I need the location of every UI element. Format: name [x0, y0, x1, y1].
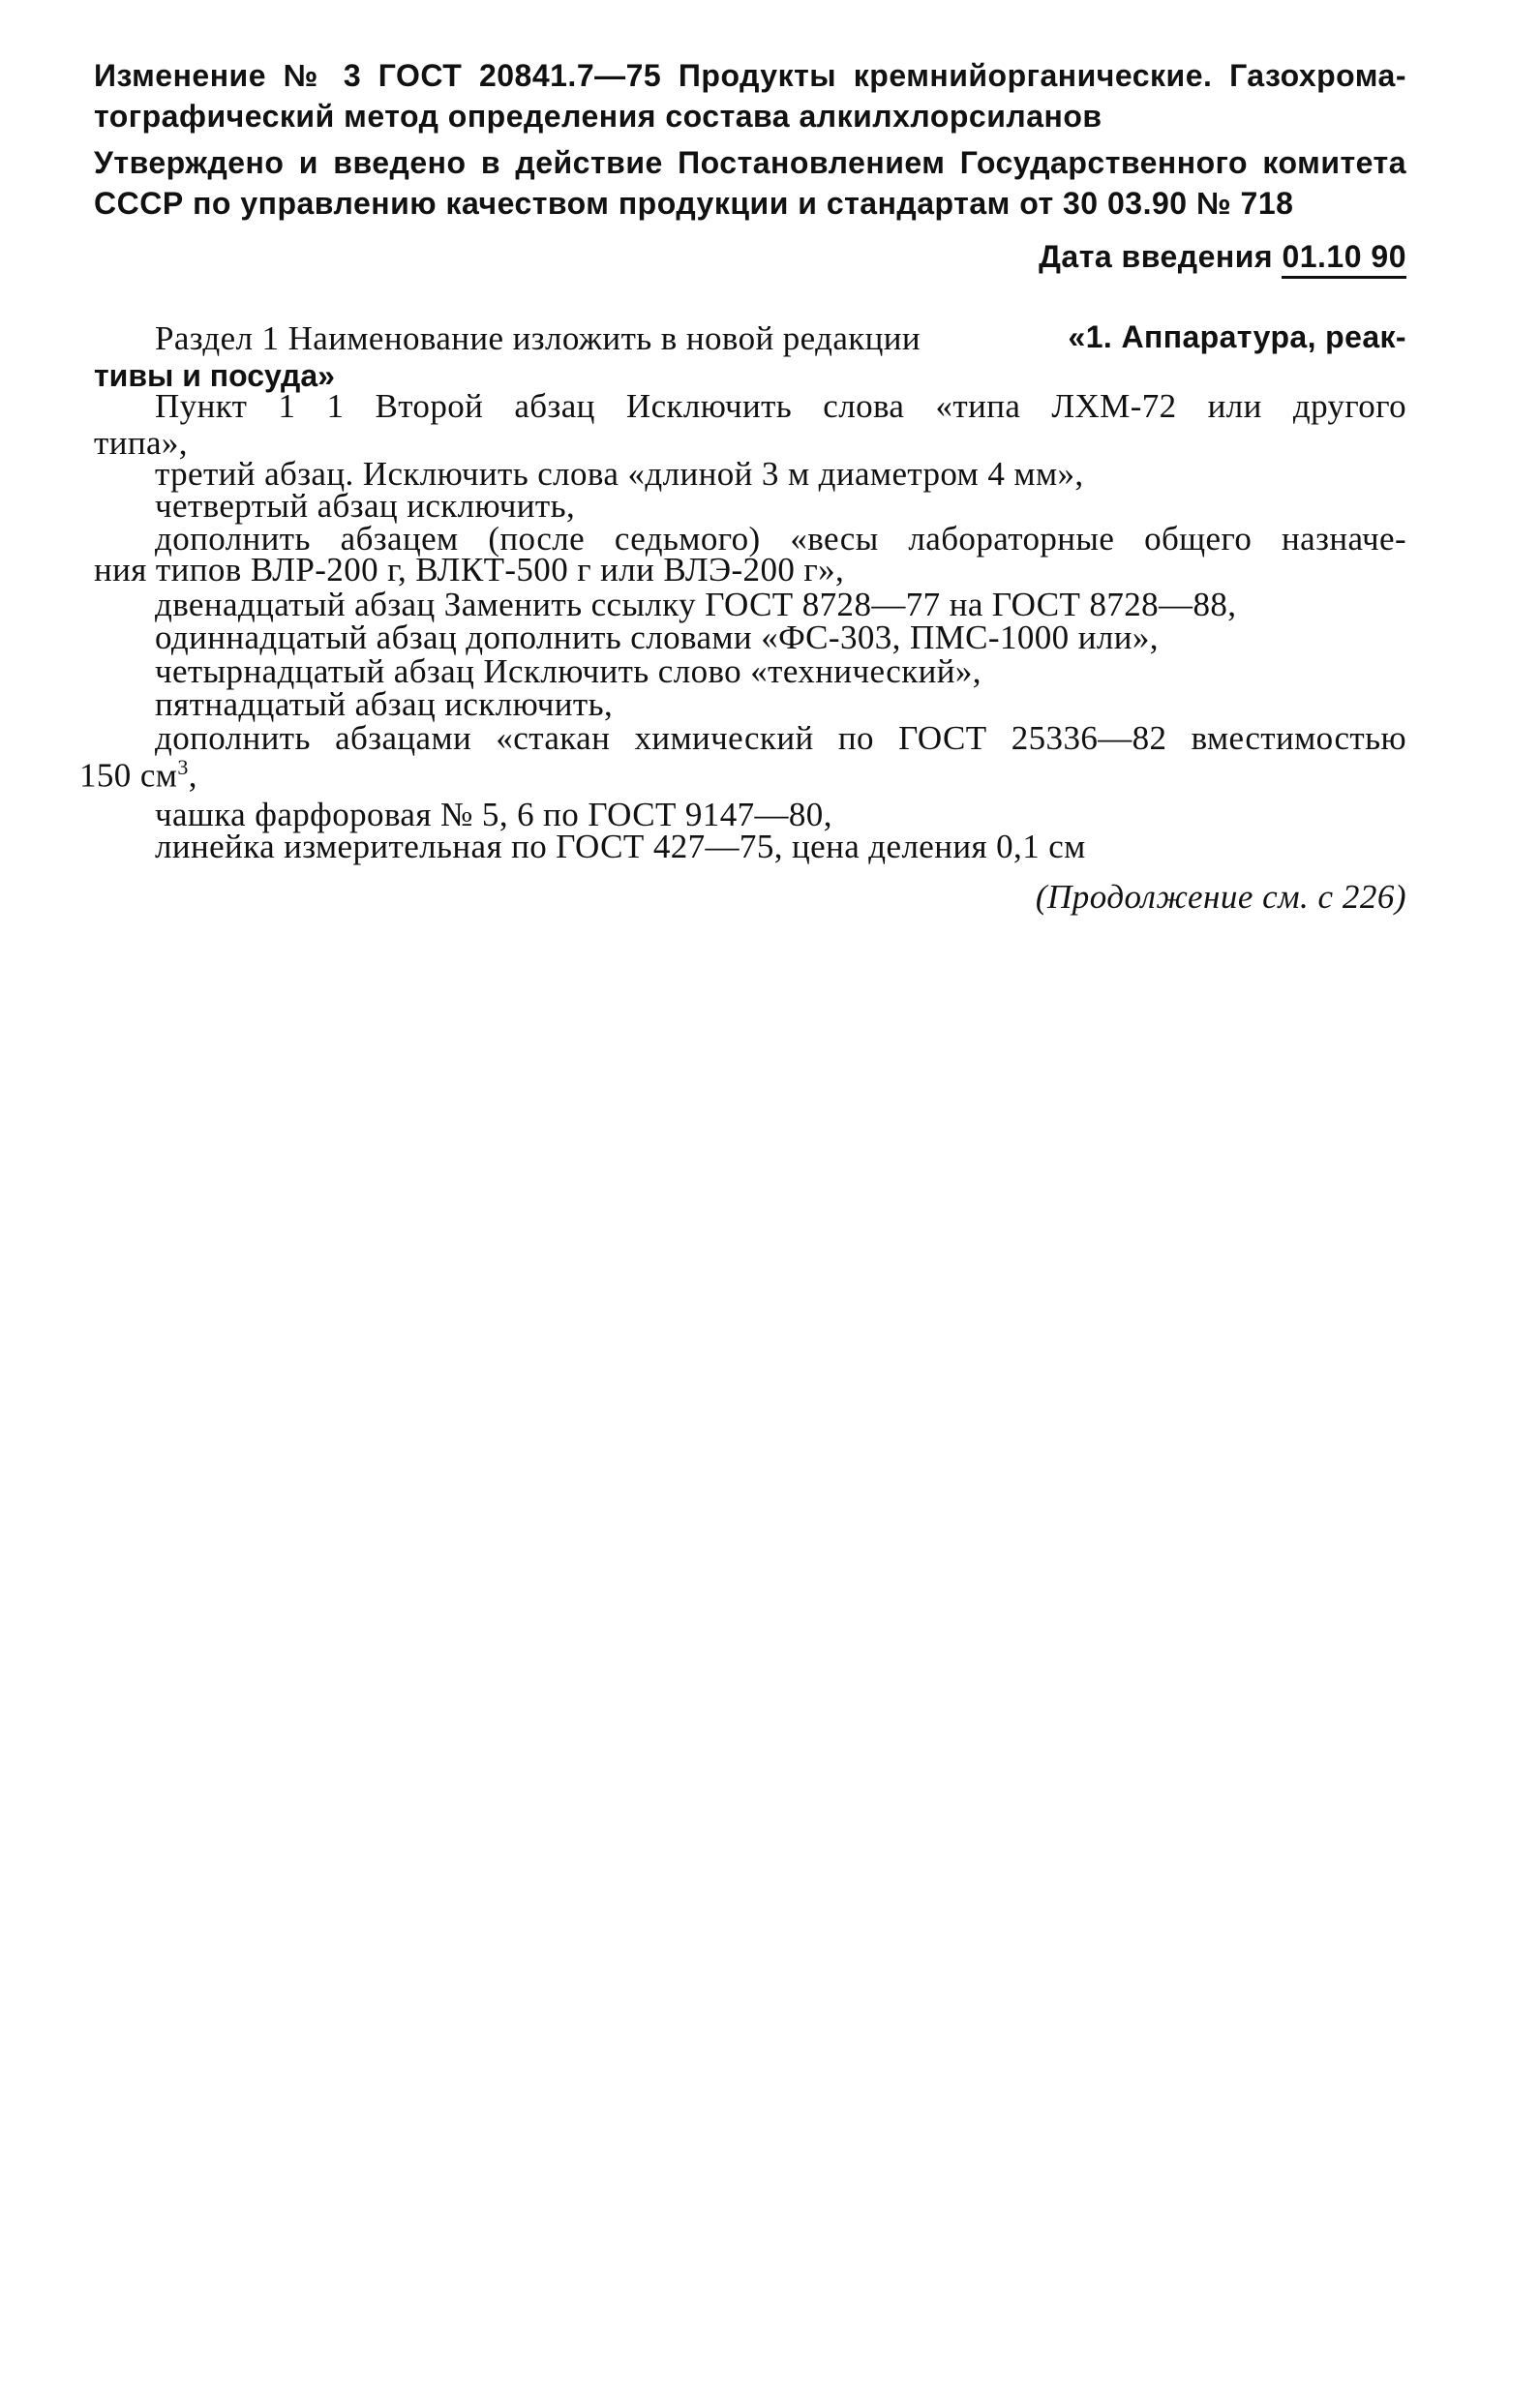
- section-title-part: «1. Аппаратура, реак-: [1068, 319, 1406, 354]
- body-line-1: [155, 319, 1406, 358]
- body-line-15: чашка фарфоровая № 5, 6 по ГОСТ 9147—80,: [155, 796, 832, 833]
- header-line-1: Изменение № 3 ГОСТ 20841.7—75 Продукты кремнийорганические. Газохрома-: [94, 58, 1406, 93]
- section-text: Раздел 1 Наименование изложить в новой редакции: [155, 319, 921, 357]
- body-line-8: ния типов ВЛР-200 г, ВЛКТ-500 г или ВЛЭ-200 г»,: [94, 551, 845, 588]
- body-line-10: одиннадцатый абзац дополнить словами «ФС-303, ПМС-1000 или»,: [155, 619, 1159, 656]
- body-line-11: четырнадцатый абзац Исключить слово «технический»,: [155, 652, 981, 690]
- continuation-note: (Продолжение см. с 226): [1035, 878, 1406, 916]
- body-line-7: дополнить абзацем (после седьмого) «весы лабораторные общего назначе-: [155, 520, 1406, 558]
- body-line-9: двенадцатый абзац Заменить ссылку ГОСТ 8728—77 на ГОСТ 8728—88,: [155, 586, 1237, 623]
- body-line-14: [79, 755, 197, 796]
- body-line-16: линейка измерительная по ГОСТ 427—75, цена деления 0,1 см: [155, 828, 1086, 865]
- body-line-4: типа»,: [94, 424, 188, 462]
- body-line-5: третий абзац. Исключить слова «длиной 3 м диаметром 4 мм»,: [155, 455, 1084, 493]
- volume-superscript: 3: [177, 755, 189, 779]
- body-line-13: дополнить абзацами «стакан химический по ГОСТ 25336—82 вместимостью: [155, 719, 1406, 757]
- date-label: Дата введения: [1039, 239, 1274, 274]
- body-line-3: Пункт 1 1 Второй абзац Исключить слова «типа ЛХМ-72 или другого: [155, 387, 1406, 425]
- header-line-2: тографический метод определения состава алкилхлорсиланов: [94, 99, 1102, 134]
- volume-value: 150 см: [79, 756, 178, 795]
- body-line-6: четвертый абзац исключить,: [155, 487, 576, 525]
- introduction-date: [1039, 239, 1406, 275]
- header-line-3: Утверждено и введено в действие Постановлением Государственного комитета: [94, 145, 1406, 180]
- date-value: 01.10 90: [1282, 239, 1406, 279]
- header-line-4: СССР по управлению качеством продукции и стандартам от 30 03.90 № 718: [94, 186, 1294, 221]
- body-line-2: тивы и посуда»: [94, 358, 335, 393]
- body-line-12: пятнадцатый абзац исключить,: [155, 685, 614, 723]
- volume-comma: ,: [188, 756, 197, 795]
